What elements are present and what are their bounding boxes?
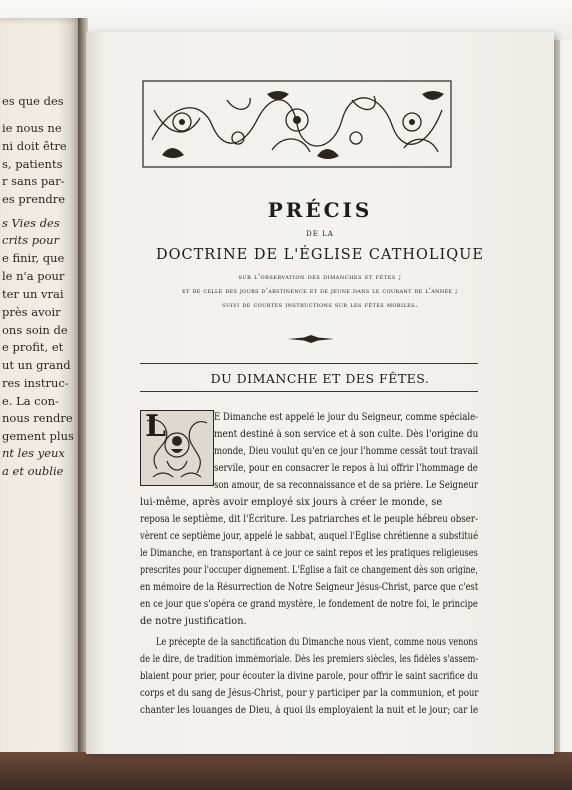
left-page-line: le n'a pour xyxy=(2,269,65,283)
body-text-line: son amour, de sa reconnaissance et de sa prière. Le Seigneur xyxy=(214,480,478,491)
left-page-line: gement plus xyxy=(2,429,74,443)
subtitle-line: suivi de courtes instructions sur les fêtes mobiles. xyxy=(222,300,418,309)
left-page-line: près avoir xyxy=(2,305,61,319)
left-page-line: r sans par- xyxy=(2,174,65,188)
body-text-line: corps et du sang de Jésus-Christ, pour y participer par la communion, et pour xyxy=(140,688,479,699)
body-text-line: prescrites pour l'occuper dignement. L'Église a fait ce changement dès son origine, xyxy=(140,565,478,576)
ornament-header-band xyxy=(142,80,452,168)
left-page-line: es prendre xyxy=(2,192,66,206)
body-text-line: en ce jour que s'opéra ce grand mystère, le fondement de notre foi, le principe xyxy=(140,599,478,610)
body-text-line: vèrent ce septième jour, appelé le sabbat, auquel l'Église chrétienne a substitué xyxy=(140,531,479,542)
body-text-line: blaient pour prier, pour écouter la divine parole, pour offrir le saint sacrifice du xyxy=(140,671,479,682)
title-connector: DE LA xyxy=(306,230,334,238)
body-text-line: en mémoire de la Résurrection de Notre Seigneur Jésus-Christ, parce que c'est xyxy=(140,582,479,593)
body-text-line: monde, Dieu voulut qu'en ce jour l'homme cessât tout travail xyxy=(214,446,479,457)
left-page-line: ter un vrai xyxy=(2,287,64,301)
body-text-line: de notre justification. xyxy=(140,616,247,627)
body-text-line: de le dire, de tradition immémoriale. Dès les premiers siècles, les fidèles s'assem- xyxy=(140,654,479,665)
drop-cap xyxy=(140,410,214,486)
left-page-line: nous rendre xyxy=(2,411,73,425)
left-page-line: es que des xyxy=(2,94,64,108)
book-cover xyxy=(0,752,572,790)
rule-top xyxy=(140,363,478,364)
left-page-line: res instruc- xyxy=(2,376,69,390)
subtitle-line: et de celle des jours d'abstinence et de jeune dans le courant de l'année ; xyxy=(182,286,458,295)
left-page-line: e. La con- xyxy=(2,394,59,408)
left-page-line: ie nous ne xyxy=(2,121,62,135)
page-title: PRÉCIS xyxy=(267,198,373,222)
rule-bottom xyxy=(140,391,478,392)
body-text-line: Le précepte de la sanctification du Dimanche nous vient, comme nous venons xyxy=(156,637,478,648)
left-page-line: s Vies des xyxy=(2,216,60,230)
left-page-line: nt les yeux xyxy=(2,446,65,460)
drop-cap-letter: L xyxy=(145,409,167,444)
left-page-line: ut un grand xyxy=(2,358,71,372)
left-page-line: crits pour xyxy=(2,233,59,247)
body-text-line: E Dimanche est appelé le jour du Seigneur, comme spéciale- xyxy=(214,412,479,423)
subtitle-line: sur l'observation des dimanches et fêtes ; xyxy=(238,272,402,281)
left-page-line: ons soin de xyxy=(2,323,68,337)
left-page-line: e finir, que xyxy=(2,251,65,265)
book-subtitle: DOCTRINE DE L'ÉGLISE CATHOLIQUE xyxy=(156,247,484,263)
body-text-line: ment destiné à son service et à son culte. Dès l'origine du xyxy=(214,429,479,440)
left-page-line: a et oublie xyxy=(2,464,64,478)
body-text-line: lui-même, après avoir employé six jours à créer le monde, se xyxy=(140,497,443,508)
left-page xyxy=(0,18,82,760)
left-page-line: s, patients xyxy=(2,157,63,171)
body-text-line: le Dimanche, en transportant à ce jour ce saint repos et les pratiques religieuses xyxy=(140,548,478,559)
body-text-line: servile, pour en consacrer le repos à lui offrir l'hommage de xyxy=(214,463,478,474)
left-page-line: ni doit être xyxy=(2,139,67,153)
body-text-line: reposa le septième, dit l'Écriture. Les patriarches et le peuple hébreu obser- xyxy=(140,514,479,525)
ornament-divider xyxy=(288,335,334,343)
body-text-line: chanter les louanges de Dieu, à quoi ils employaient la nuit et le jour; car le xyxy=(140,705,479,716)
left-page-line: e profit, et xyxy=(2,340,64,354)
section-heading: DU DIMANCHE ET DES FÊTES. xyxy=(210,371,430,386)
